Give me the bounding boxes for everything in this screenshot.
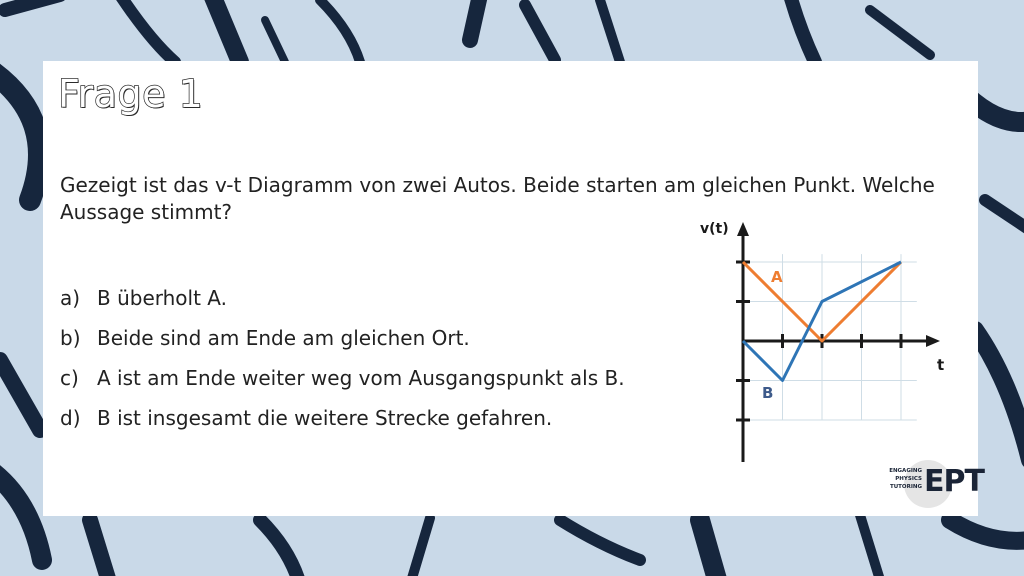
answer-option-c[interactable] bbox=[60, 363, 625, 403]
logo-abbr: EPT bbox=[924, 464, 984, 499]
answer-letter: a) bbox=[60, 286, 81, 310]
answer-letter: d) bbox=[60, 406, 81, 430]
y-axis-label: v(t) bbox=[700, 221, 729, 237]
answer-text: B ist insgesamt die weitere Strecke gefahren. bbox=[97, 406, 553, 430]
logo-line-2: PHYSICS bbox=[895, 476, 922, 482]
question-text: Gezeigt ist das v-t Diagramm von zwei Autos. Beide starten am gleichen Punkt. Welche Aussage stimmt? bbox=[60, 173, 935, 224]
answer-option-b[interactable] bbox=[60, 323, 625, 363]
logo-wordmark bbox=[872, 467, 922, 491]
answer-letter: c) bbox=[60, 366, 79, 390]
slide-title: Frage 1 bbox=[58, 72, 204, 116]
answer-option-d[interactable] bbox=[60, 403, 625, 443]
ept-logo bbox=[864, 458, 984, 510]
logo-line-1: ENGAGING bbox=[889, 468, 922, 474]
y-axis-arrow-icon bbox=[737, 222, 749, 236]
diagram-axes bbox=[737, 222, 940, 462]
curve-a-label: A bbox=[771, 268, 783, 286]
x-axis-arrow-icon bbox=[926, 335, 940, 347]
answer-text: B überholt A. bbox=[97, 286, 227, 310]
answer-option-a[interactable] bbox=[60, 283, 625, 323]
curve-b-label: B bbox=[762, 384, 774, 402]
logo-line-3: TUTORING bbox=[889, 484, 922, 490]
x-axis-label: t bbox=[937, 356, 945, 374]
vt-diagram bbox=[690, 208, 960, 470]
answer-text: A ist am Ende weiter weg vom Ausgangspunkt als B. bbox=[97, 366, 625, 390]
answer-text: Beide sind am Ende am gleichen Ort. bbox=[97, 326, 470, 350]
answer-letter: b) bbox=[60, 326, 81, 350]
answer-list bbox=[60, 283, 625, 443]
